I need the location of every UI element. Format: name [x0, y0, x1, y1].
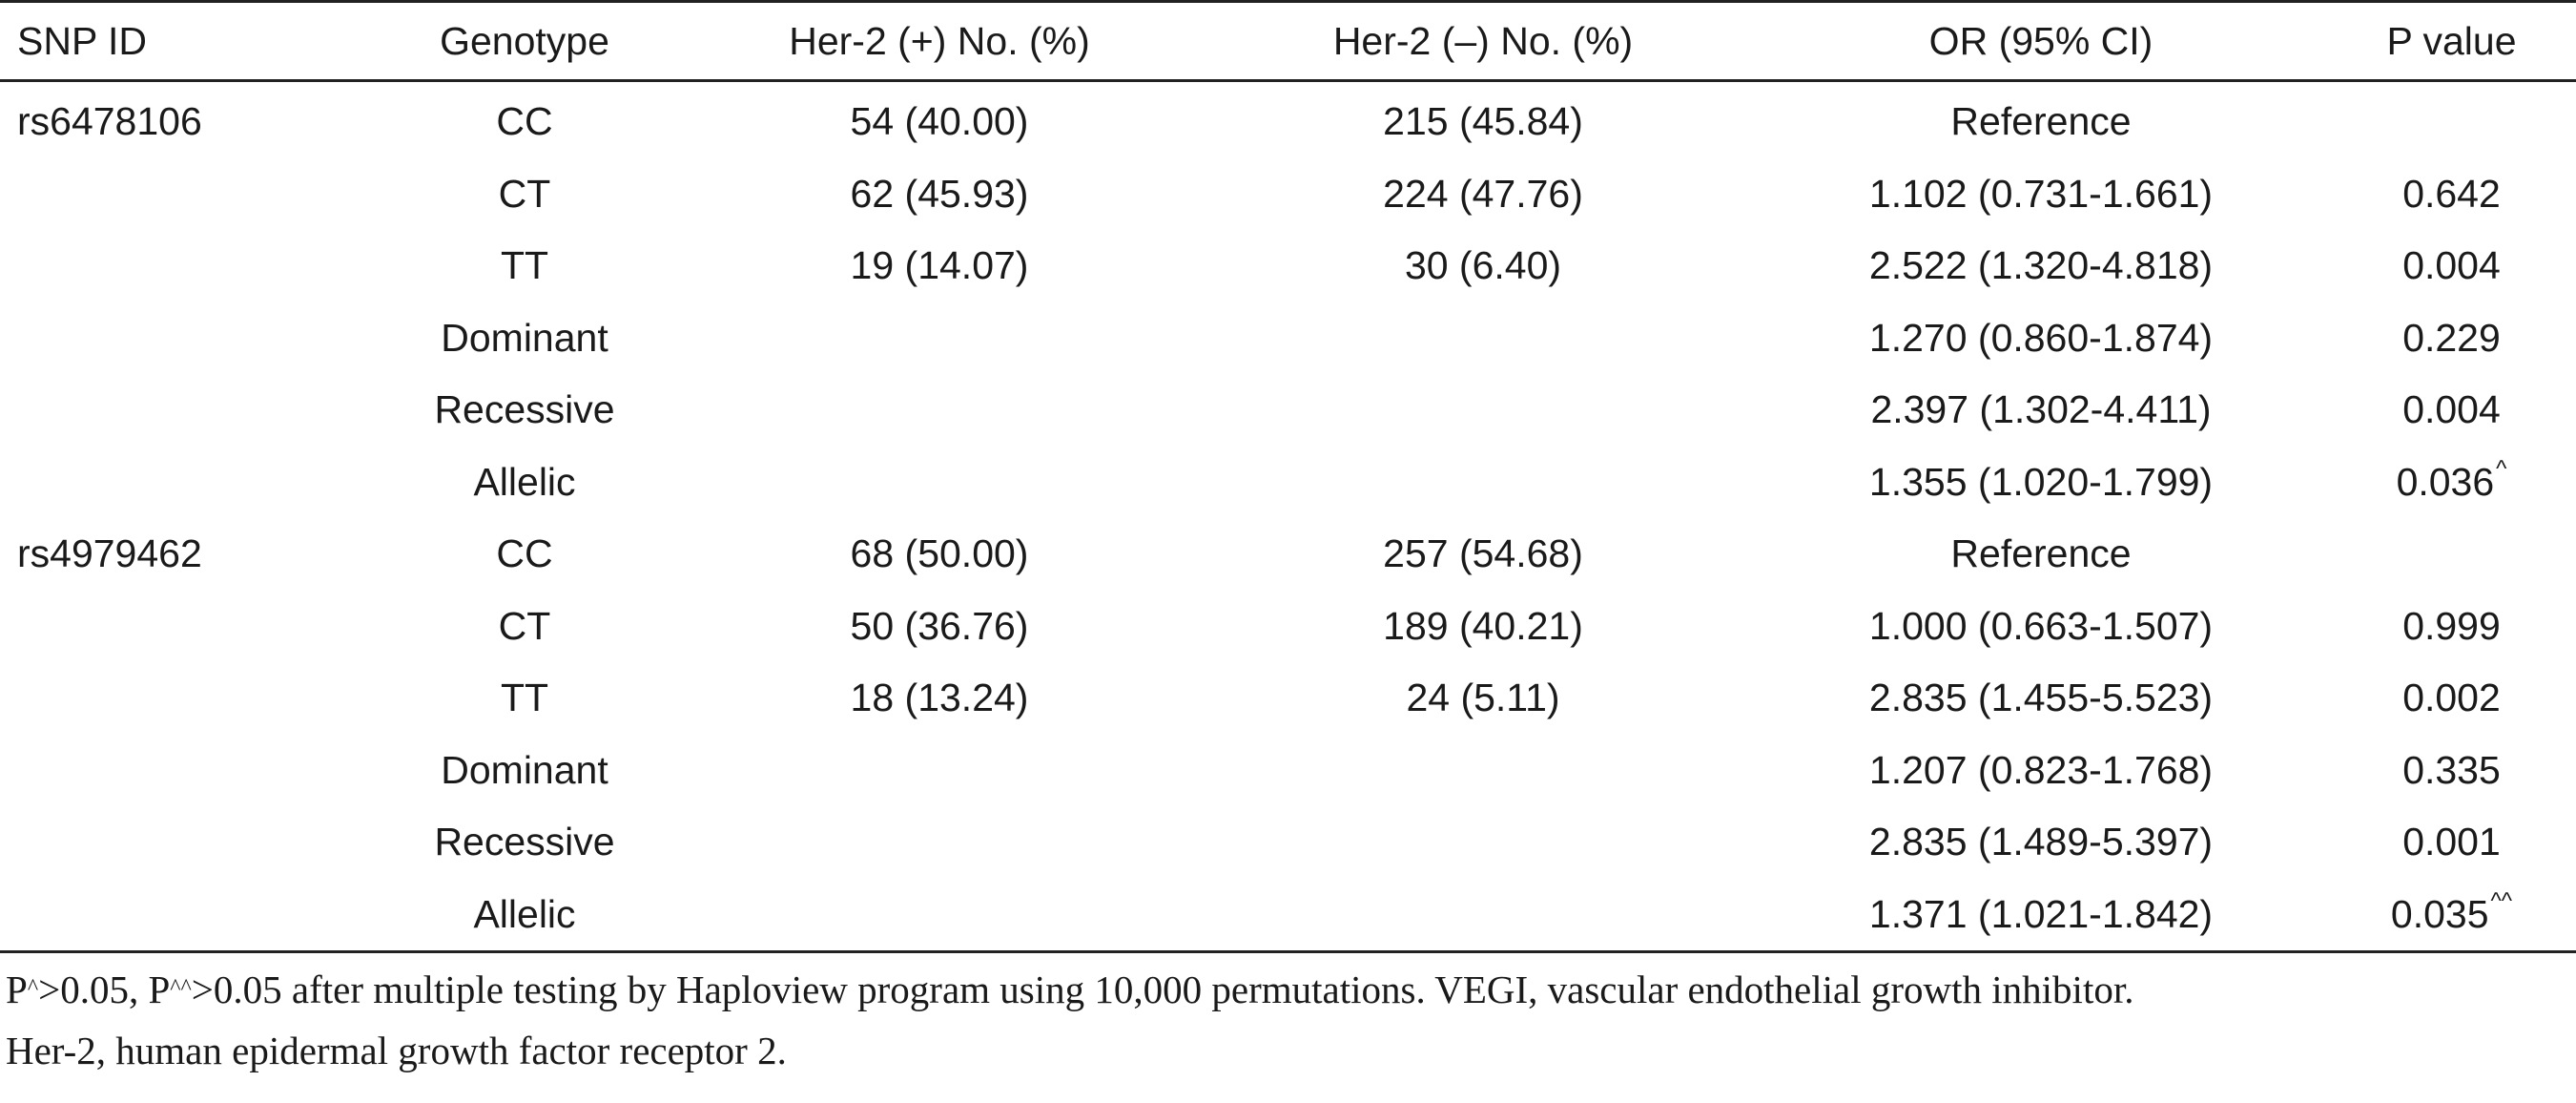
cell-her2-positive	[668, 447, 1211, 519]
cell-genotype	[381, 518, 668, 591]
cell-her2-negative	[1211, 591, 1755, 663]
cell-her2-positive	[668, 806, 1211, 879]
cell-p-value-text: 0.004	[2402, 243, 2501, 288]
cell-snp-id-text: rs4979462	[17, 531, 202, 576]
cell-her2-positive	[668, 662, 1211, 735]
cell-p-value-text: 0.229	[2402, 315, 2501, 360]
cell-her2-positive-text: 62 (45.93)	[850, 171, 1029, 216]
cell-or-ci-text: Reference	[1950, 531, 2132, 576]
cell-genotype	[381, 158, 668, 231]
table-row	[0, 735, 2576, 807]
cell-her2-negative	[1211, 662, 1755, 735]
p-value-mark: ^^	[2490, 887, 2513, 914]
footnote-mark-2: ^^	[170, 975, 192, 1000]
cell-or-ci	[1755, 230, 2327, 302]
cell-or-ci	[1755, 302, 2327, 375]
cell-snp-id	[0, 81, 381, 158]
cell-p-value	[2327, 81, 2576, 158]
cell-or-ci-text: 1.207 (0.823-1.768)	[1868, 747, 2214, 792]
cell-her2-positive-text: 68 (50.00)	[850, 531, 1029, 576]
cell-or-ci-text: 1.270 (0.860-1.874)	[1868, 315, 2214, 360]
cell-or-ci-text: 2.522 (1.320-4.818)	[1868, 243, 2214, 288]
cell-p-value-text: 0.001	[2402, 820, 2501, 864]
cell-p-value-text: 0.002	[2402, 676, 2501, 720]
cell-her2-negative	[1211, 158, 1755, 231]
cell-snp-id	[0, 806, 381, 879]
cell-her2-positive-text: 18 (13.24)	[850, 676, 1029, 720]
table-body	[0, 81, 2576, 952]
cell-snp-id	[0, 735, 381, 807]
footnote-p-label-2: P	[148, 968, 171, 1011]
cell-genotype-text: CC	[496, 531, 553, 576]
table-row	[0, 662, 2576, 735]
cell-snp-id	[0, 518, 381, 591]
cell-or-ci-text: 2.835 (1.455-5.523)	[1868, 676, 2214, 720]
cell-or-ci	[1755, 447, 2327, 519]
cell-genotype-text: TT	[500, 243, 549, 288]
cell-or-ci	[1755, 518, 2327, 591]
cell-or-ci	[1755, 81, 2327, 158]
cell-or-ci-text: 2.835 (1.489-5.397)	[1868, 820, 2214, 864]
cell-or-ci	[1755, 879, 2327, 952]
cell-p-value	[2327, 447, 2576, 519]
cell-p-value	[2327, 158, 2576, 231]
cell-p-value	[2327, 735, 2576, 807]
cell-p-value-text: 0.642	[2402, 171, 2501, 216]
cell-p-value	[2327, 662, 2576, 735]
cell-or-ci-text: Reference	[1950, 99, 2132, 144]
cell-her2-negative	[1211, 447, 1755, 519]
cell-p-value	[2327, 591, 2576, 663]
cell-genotype-text: Allelic	[473, 891, 576, 936]
cell-her2-positive	[668, 302, 1211, 375]
cell-genotype-text: Recessive	[434, 387, 615, 432]
cell-her2-negative	[1211, 735, 1755, 807]
cell-genotype	[381, 662, 668, 735]
table-row	[0, 374, 2576, 447]
cell-or-ci-text: 1.000 (0.663-1.507)	[1868, 603, 2214, 648]
cell-p-value	[2327, 230, 2576, 302]
cell-snp-id	[0, 230, 381, 302]
cell-genotype-text: Dominant	[441, 315, 608, 360]
cell-her2-negative-text: 189 (40.21)	[1383, 603, 1583, 648]
cell-her2-positive	[668, 158, 1211, 231]
cell-her2-negative	[1211, 230, 1755, 302]
cell-genotype	[381, 735, 668, 807]
cell-her2-positive	[668, 230, 1211, 302]
header-her2-positive: Her-2 (+) No. (%)	[789, 18, 1090, 63]
cell-p-value	[2327, 806, 2576, 879]
header-snp-id: SNP ID	[17, 18, 147, 63]
cell-genotype-text: CT	[498, 171, 551, 216]
cell-genotype	[381, 81, 668, 158]
header-row	[0, 2, 2576, 81]
table-row	[0, 230, 2576, 302]
footnote-text-2: >0.05 after multiple testing by Haploview program using 10,000 permutations. VEGI, vascular endothelial growth inhibitor.	[191, 968, 2134, 1011]
cell-her2-negative	[1211, 518, 1755, 591]
cell-p-value-text: 0.999	[2402, 603, 2501, 648]
cell-genotype-text: CT	[498, 603, 551, 648]
cell-genotype-text: CC	[496, 99, 553, 144]
cell-p-value	[2327, 374, 2576, 447]
cell-snp-id	[0, 158, 381, 231]
cell-genotype-text: Allelic	[473, 459, 576, 504]
cell-snp-id	[0, 374, 381, 447]
footnote-text-1: >0.05,	[38, 968, 149, 1011]
cell-p-value	[2327, 879, 2576, 952]
cell-or-ci-text: 1.102 (0.731-1.661)	[1868, 171, 2214, 216]
cell-her2-negative	[1211, 81, 1755, 158]
p-value-mark: ^	[2496, 455, 2507, 482]
cell-p-value-text: 0.004	[2402, 387, 2501, 432]
cell-or-ci-text: 1.371 (1.021-1.842)	[1868, 891, 2214, 936]
footnote-p-label-1: P	[6, 968, 28, 1011]
footnote-mark-1: ^	[27, 975, 39, 1000]
cell-genotype	[381, 879, 668, 952]
header-her2-negative: Her-2 (–) No. (%)	[1332, 18, 1634, 63]
header-or-ci: OR (95% CI)	[1928, 18, 2154, 63]
table-row	[0, 806, 2576, 879]
cell-snp-id-text: rs6478106	[17, 99, 202, 144]
cell-genotype	[381, 806, 668, 879]
cell-her2-positive-text: 19 (14.07)	[850, 243, 1029, 288]
table-row	[0, 518, 2576, 591]
cell-or-ci-text: 2.397 (1.302-4.411)	[1870, 387, 2212, 432]
table-row	[0, 879, 2576, 952]
cell-her2-positive	[668, 374, 1211, 447]
table-row	[0, 158, 2576, 231]
cell-her2-negative	[1211, 879, 1755, 952]
cell-genotype-text: Recessive	[434, 820, 615, 864]
cell-p-value-text: 0.036	[2396, 459, 2495, 504]
cell-her2-positive	[668, 879, 1211, 952]
cell-or-ci	[1755, 662, 2327, 735]
cell-p-value-text: 0.335	[2402, 747, 2501, 792]
cell-or-ci	[1755, 735, 2327, 807]
cell-her2-negative	[1211, 806, 1755, 879]
footnote-line-1	[6, 959, 2576, 1020]
cell-genotype	[381, 230, 668, 302]
cell-genotype-text: TT	[500, 676, 549, 720]
cell-snp-id	[0, 662, 381, 735]
cell-her2-negative-text: 224 (47.76)	[1383, 171, 1583, 216]
cell-her2-positive-text: 54 (40.00)	[850, 99, 1029, 144]
cell-her2-negative-text: 30 (6.40)	[1404, 243, 1562, 288]
table-header	[0, 2, 2576, 81]
cell-her2-positive	[668, 81, 1211, 158]
cell-her2-negative-text: 257 (54.68)	[1383, 531, 1583, 576]
cell-genotype	[381, 591, 668, 663]
cell-her2-negative	[1211, 374, 1755, 447]
table-row	[0, 302, 2576, 375]
cell-p-value-text: 0.035	[2390, 891, 2489, 936]
cell-her2-positive	[668, 518, 1211, 591]
cell-p-value	[2327, 518, 2576, 591]
cell-her2-positive-text: 50 (36.76)	[850, 603, 1029, 648]
cell-or-ci-text: 1.355 (1.020-1.799)	[1868, 459, 2214, 504]
cell-genotype-text: Dominant	[441, 747, 608, 792]
cell-snp-id	[0, 302, 381, 375]
cell-genotype	[381, 374, 668, 447]
cell-genotype	[381, 447, 668, 519]
table-row	[0, 591, 2576, 663]
table-row	[0, 81, 2576, 158]
header-p-value: P value	[2386, 18, 2517, 63]
cell-her2-positive	[668, 735, 1211, 807]
footnote-line-2: Her-2, human epidermal growth factor receptor 2.	[6, 1029, 787, 1072]
cell-or-ci	[1755, 591, 2327, 663]
cell-her2-positive	[668, 591, 1211, 663]
cell-her2-negative-text: 24 (5.11)	[1406, 676, 1560, 720]
cell-genotype	[381, 302, 668, 375]
cell-or-ci	[1755, 374, 2327, 447]
table-row	[0, 447, 2576, 519]
cell-snp-id	[0, 879, 381, 952]
cell-her2-negative	[1211, 302, 1755, 375]
cell-or-ci	[1755, 158, 2327, 231]
table-footnote	[0, 953, 2576, 1081]
cell-p-value	[2327, 302, 2576, 375]
cell-snp-id	[0, 447, 381, 519]
cell-snp-id	[0, 591, 381, 663]
cell-or-ci	[1755, 806, 2327, 879]
cell-her2-negative-text: 215 (45.84)	[1383, 99, 1583, 144]
header-genotype: Genotype	[440, 18, 609, 63]
